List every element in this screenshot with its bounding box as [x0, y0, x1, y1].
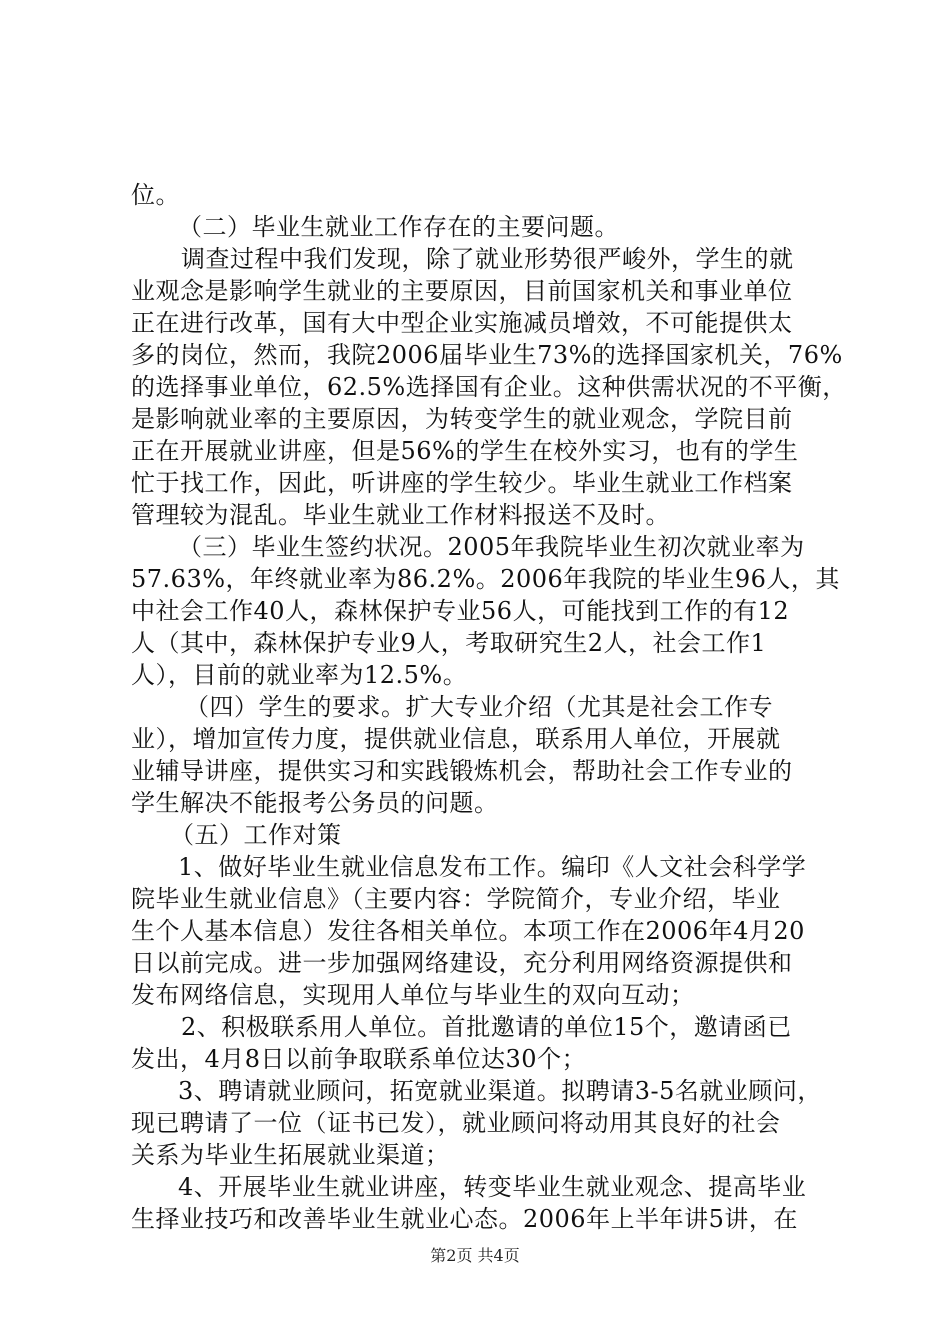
- text-line: 发出，4月8日以前争取联系单位达30个；: [131, 1045, 587, 1073]
- section-heading: （五）工作对策: [170, 821, 342, 849]
- text-line: 正在开展就业讲座，但是56%的学生在校外实习，也有的学生: [131, 437, 799, 465]
- text-line: 生择业技巧和改善毕业生就业心态。2006年上半年讲5讲，在: [131, 1205, 798, 1233]
- text-line: 的选择事业单位，62.5%选择国有企业。这种供需状况的不平衡，: [131, 373, 847, 401]
- section-heading: （二）毕业生就业工作存在的主要问题。: [178, 213, 619, 241]
- text-line: 现已聘请了一位（证书已发），就业顾问将动用其良好的社会: [131, 1109, 781, 1137]
- text-line: 学生解决不能报考公务员的问题。: [131, 789, 499, 817]
- text-line: 业），增加宣传力度，提供就业信息，联系用人单位，开展就: [131, 725, 781, 753]
- text-line: 57.63%，年终就业率为86.2%。2006年我院的毕业生96人，其: [131, 565, 840, 593]
- text-line: 位。: [131, 181, 180, 209]
- text-line: 是影响就业率的主要原因，为转变学生的就业观念，学院目前: [131, 405, 793, 433]
- text-line: 院毕业生就业信息》（主要内容：学院简介，专业介绍，毕业: [131, 885, 781, 913]
- page-footer: 第2页 共4页: [430, 1246, 520, 1265]
- text-line: 1、做好毕业生就业信息发布工作。编印《人文社会科学学: [178, 853, 807, 881]
- text-line: 调查过程中我们发现，除了就业形势很严峻外，学生的就: [181, 245, 794, 273]
- text-line: 中社会工作40人，森林保护专业56人，可能找到工作的有12: [131, 597, 790, 625]
- text-line: 业观念是影响学生就业的主要原因，目前国家机关和事业单位: [131, 277, 793, 305]
- text-line: 人（其中，森林保护专业9人，考取研究生2人，社会工作1: [131, 629, 767, 657]
- text-line: 正在进行改革，国有大中型企业实施减员增效，不可能提供太: [131, 309, 793, 337]
- text-line: 关系为毕业生拓展就业渠道；: [131, 1141, 450, 1169]
- text-line: 2、积极联系用人单位。首批邀请的单位15个，邀请函已: [181, 1013, 792, 1041]
- text-line: 忙于找工作，因此，听讲座的学生较少。毕业生就业工作档案: [131, 469, 793, 497]
- text-line: 发布网络信息，实现用人单位与毕业生的双向互动；: [131, 981, 695, 1009]
- text-line: 业辅导讲座，提供实习和实践锻炼机会，帮助社会工作专业的: [131, 757, 793, 785]
- text-line: 生个人基本信息）发往各相关单位。本项工作在2006年4月20: [131, 917, 805, 945]
- text-line: 管理较为混乱。毕业生就业工作材料报送不及时。: [131, 501, 670, 529]
- text-line: 3、聘请就业顾问，拓宽就业渠道。拟聘请3-5名就业顾问，: [178, 1077, 822, 1105]
- text-line: 日以前完成。进一步加强网络建设，充分利用网络资源提供和: [131, 949, 793, 977]
- text-line: 人），目前的就业率为12.5%。: [131, 661, 468, 689]
- section-heading: （四）学生的要求。扩大专业介绍（尤其是社会工作专: [185, 693, 773, 721]
- text-line: 4、开展毕业生就业讲座，转变毕业生就业观念、提高毕业: [178, 1173, 807, 1201]
- text-line: 多的岗位，然而，我院2006届毕业生73%的选择国家机关，76%: [131, 341, 843, 369]
- section-heading: （三）毕业生签约状况。2005年我院毕业生初次就业率为: [178, 533, 805, 561]
